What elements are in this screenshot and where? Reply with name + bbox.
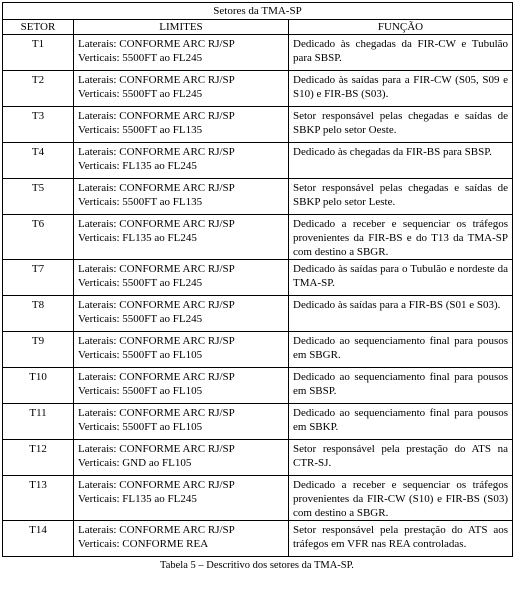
- sector-cell: T13: [3, 476, 74, 521]
- vertical-limit: Verticais: 5500FT ao FL245: [78, 313, 203, 325]
- function-cell: Setor responsável pelas chegadas e saídas de SBKP pelo setor Leste.: [289, 179, 513, 215]
- function-cell: Dedicado ao sequenciamento final para pousos em SBSP.: [289, 368, 513, 404]
- sector-cell: T7: [3, 260, 74, 296]
- table-title: Setores da TMA-SP: [3, 3, 513, 20]
- vertical-limit: Verticais: 5500FT ao FL245: [78, 52, 203, 64]
- document-page: [2, 2, 512, 572]
- limits-cell: [74, 143, 289, 179]
- lateral-limit: Laterais: CONFORME ARC RJ/SP: [78, 407, 235, 419]
- sector-cell: T2: [3, 71, 74, 107]
- table-row: [3, 332, 513, 368]
- lateral-limit: Laterais: CONFORME ARC RJ/SP: [78, 335, 235, 347]
- table-title-row: [3, 3, 513, 20]
- limits-cell: [74, 440, 289, 476]
- limits-cell: [74, 215, 289, 260]
- lateral-limit: Laterais: CONFORME ARC RJ/SP: [78, 146, 235, 158]
- lateral-limit: Laterais: CONFORME ARC RJ/SP: [78, 110, 235, 122]
- vertical-limit: Verticais: FL135 ao FL245: [78, 160, 197, 172]
- function-cell: Dedicado às saídas para a FIR-CW (S05, S09 e S10) e FIR-BS (S03).: [289, 71, 513, 107]
- lateral-limit: Laterais: CONFORME ARC RJ/SP: [78, 479, 235, 491]
- sector-cell: T12: [3, 440, 74, 476]
- limits-cell: [74, 71, 289, 107]
- vertical-limit: Verticais: 5500FT ao FL105: [78, 349, 203, 361]
- lateral-limit: Laterais: CONFORME ARC RJ/SP: [78, 299, 235, 311]
- table-row: [3, 143, 513, 179]
- sector-cell: T10: [3, 368, 74, 404]
- lateral-limit: Laterais: CONFORME ARC RJ/SP: [78, 443, 235, 455]
- sector-cell: T3: [3, 107, 74, 143]
- table-row: [3, 179, 513, 215]
- limits-cell: [74, 521, 289, 557]
- function-cell: Dedicado às saídas para o Tubulão e nordeste da TMA-SP.: [289, 260, 513, 296]
- vertical-limit: Verticais: 5500FT ao FL135: [78, 124, 203, 136]
- header-function: FUNÇÃO: [289, 20, 513, 35]
- function-cell: Setor responsável pela prestação do ATS na CTR-SJ.: [289, 440, 513, 476]
- lateral-limit: Laterais: CONFORME ARC RJ/SP: [78, 182, 235, 194]
- sector-cell: T4: [3, 143, 74, 179]
- limits-cell: [74, 404, 289, 440]
- sectors-table: [2, 2, 513, 557]
- vertical-limit: Verticais: GND ao FL105: [78, 457, 192, 469]
- function-cell: Dedicado às chegadas da FIR-BS para SBSP.: [289, 143, 513, 179]
- lateral-limit: Laterais: CONFORME ARC RJ/SP: [78, 263, 235, 275]
- limits-cell: [74, 107, 289, 143]
- table-row: [3, 71, 513, 107]
- table-row: [3, 260, 513, 296]
- function-cell: Setor responsável pelas chegadas e saídas de SBKP pelo setor Oeste.: [289, 107, 513, 143]
- limits-cell: [74, 179, 289, 215]
- sector-cell: T14: [3, 521, 74, 557]
- function-cell: Setor responsável pela prestação do ATS aos tráfegos em VFR nas REA controladas.: [289, 521, 513, 557]
- function-cell: Dedicado a receber e sequenciar os tráfegos provenientes da FIR-CW (S10) e FIR-BS (S03) com destino a SBGR.: [289, 476, 513, 521]
- table-caption: Tabela 5 – Descritivo dos setores da TMA-SP.: [160, 560, 354, 571]
- vertical-limit: Verticais: 5500FT ao FL105: [78, 385, 203, 397]
- table-row: [3, 404, 513, 440]
- sector-cell: T9: [3, 332, 74, 368]
- function-cell: Dedicado a receber e sequenciar os tráfegos provenientes da FIR-BS e do T13 da TMA-SP com destino a SBGR.: [289, 215, 513, 260]
- lateral-limit: Laterais: CONFORME ARC RJ/SP: [78, 524, 235, 536]
- sector-cell: T8: [3, 296, 74, 332]
- lateral-limit: Laterais: CONFORME ARC RJ/SP: [78, 218, 235, 230]
- table-body: [3, 35, 513, 557]
- table-row: [3, 440, 513, 476]
- vertical-limit: Verticais: CONFORME REA: [78, 538, 209, 550]
- vertical-limit: Verticais: 5500FT ao FL245: [78, 277, 203, 289]
- table-row: [3, 35, 513, 71]
- vertical-limit: Verticais: 5500FT ao FL135: [78, 196, 203, 208]
- limits-cell: [74, 332, 289, 368]
- sector-cell: T11: [3, 404, 74, 440]
- table-row: [3, 368, 513, 404]
- function-cell: Dedicado às chegadas da FIR-CW e Tubulão para SBSP.: [289, 35, 513, 71]
- limits-cell: [74, 35, 289, 71]
- table-row: [3, 521, 513, 557]
- header-limits: LIMITES: [74, 20, 289, 35]
- vertical-limit: Verticais: FL135 ao FL245: [78, 232, 197, 244]
- lateral-limit: Laterais: CONFORME ARC RJ/SP: [78, 371, 235, 383]
- table-header-row: [3, 20, 513, 35]
- function-cell: Dedicado ao sequenciamento final para pousos em SBKP.: [289, 404, 513, 440]
- vertical-limit: Verticais: FL135 ao FL245: [78, 493, 197, 505]
- sector-cell: T6: [3, 215, 74, 260]
- table-row: [3, 476, 513, 521]
- limits-cell: [74, 368, 289, 404]
- vertical-limit: Verticais: 5500FT ao FL105: [78, 421, 203, 433]
- header-sector: SETOR: [3, 20, 74, 35]
- limits-cell: [74, 260, 289, 296]
- table-row: [3, 215, 513, 260]
- table-row: [3, 296, 513, 332]
- limits-cell: [74, 476, 289, 521]
- sector-cell: T1: [3, 35, 74, 71]
- lateral-limit: Laterais: CONFORME ARC RJ/SP: [78, 74, 235, 86]
- lateral-limit: Laterais: CONFORME ARC RJ/SP: [78, 38, 235, 50]
- function-cell: Dedicado às saídas para a FIR-BS (S01 e S03).: [289, 296, 513, 332]
- vertical-limit: Verticais: 5500FT ao FL245: [78, 88, 203, 100]
- function-cell: Dedicado ao sequenciamento final para pousos em SBGR.: [289, 332, 513, 368]
- sector-cell: T5: [3, 179, 74, 215]
- limits-cell: [74, 296, 289, 332]
- table-row: [3, 107, 513, 143]
